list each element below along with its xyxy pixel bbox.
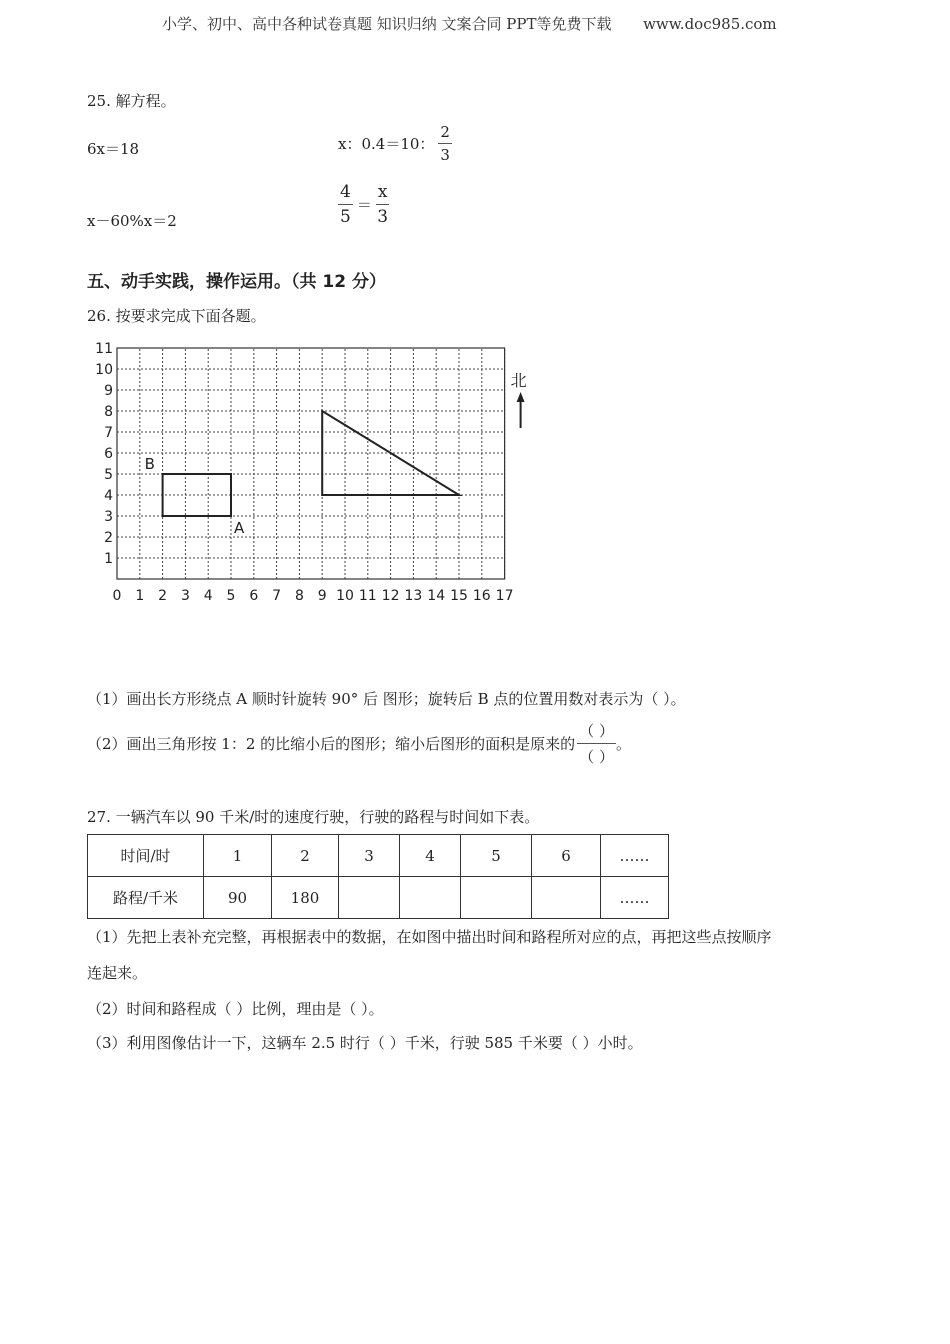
x-tick-label: 16 — [472, 588, 491, 604]
table-cell-empty[interactable] — [339, 877, 400, 919]
q27-part-3: （3）利用图像估计一下，这辆车 2.5 时行（ ）千米，行驶 585 千米要（ ）小时。 — [87, 1034, 643, 1052]
x-tick-label: 10 — [336, 588, 354, 604]
table-cell-empty[interactable] — [461, 877, 532, 919]
q27-part-1b: 连起来。 — [87, 964, 148, 982]
x-tick-label: 6 — [249, 588, 259, 604]
q26-part2-end: 。 — [615, 735, 631, 753]
page-header — [162, 13, 777, 34]
point-b-label: B — [144, 455, 155, 473]
q25-equation-1: 6x＝18 — [87, 140, 140, 158]
q25-equation-3: x－60%x＝2 — [87, 212, 177, 230]
x-tick-label: 0 — [112, 588, 122, 604]
q26-part-2 — [87, 720, 631, 767]
section-5-title: 五、动手实践，操作运用。（共 12 分） — [87, 272, 386, 292]
x-tick-label: 15 — [450, 588, 468, 604]
x-tick-label: 7 — [272, 588, 282, 604]
fraction-numerator: x — [376, 182, 390, 205]
y-tick-label: 9 — [104, 383, 113, 399]
y-tick-label: 4 — [104, 488, 113, 504]
grid-border — [117, 348, 505, 579]
equals-sign: ＝ — [356, 196, 372, 214]
x-tick-label: 1 — [135, 588, 145, 604]
q27-title: 27. 一辆汽车以 90 千米/时的速度行驶，行驶的路程与时间如下表。 — [87, 808, 540, 826]
x-tick-label: 3 — [180, 588, 190, 604]
table-cell: 5 — [461, 835, 532, 877]
q27-part-1a: （1）先把上表补充完整，再根据表中的数据，在如图中描出时间和路程所对应的点，再把这些点按顺序 — [87, 928, 772, 946]
point-a-label: A — [234, 519, 245, 537]
q25-eq2-fraction — [438, 123, 452, 164]
table-cell: …… — [601, 877, 669, 919]
y-tick-label: 8 — [104, 404, 113, 420]
table-cell: 4 — [400, 835, 461, 877]
x-tick-label: 12 — [381, 588, 400, 604]
table-cell: 2 — [272, 835, 339, 877]
x-tick-label: 14 — [427, 588, 446, 604]
q25-eq2-left: x：0.4＝10： — [338, 135, 435, 153]
q27-part-2: （2）时间和路程成（ ）比例，理由是（ ）。 — [87, 1000, 384, 1018]
fraction-numerator: 4 — [338, 182, 353, 205]
north-label: 北 — [510, 371, 527, 390]
x-tick-label: 2 — [158, 588, 168, 604]
x-tick-label: 8 — [294, 588, 304, 604]
q25-eq4-fraction-2 — [376, 182, 390, 227]
table-row — [88, 877, 669, 919]
fraction-denominator: （ ） — [579, 748, 614, 766]
x-tick-label: 9 — [317, 588, 327, 604]
q25-title: 25. 解方程。 — [87, 92, 176, 110]
y-tick-label: 11 — [95, 341, 113, 357]
fraction-numerator: 2 — [438, 123, 452, 144]
y-tick-label: 10 — [95, 362, 113, 378]
x-tick-label: 11 — [358, 588, 377, 604]
table-cell: 6 — [532, 835, 601, 877]
table-cell-empty[interactable] — [532, 877, 601, 919]
answer-fraction — [577, 720, 616, 767]
fraction-denominator: 3 — [440, 146, 450, 164]
coordinate-grid — [90, 340, 530, 610]
y-tick-label: 7 — [104, 425, 113, 441]
table-row — [88, 835, 669, 877]
x-tick-label: 4 — [203, 588, 213, 604]
fraction-numerator: （ ） — [577, 720, 616, 744]
rectangle-shape — [163, 474, 231, 516]
table-cell: 时间/时 — [88, 835, 204, 877]
y-tick-label: 5 — [104, 467, 113, 483]
fraction-denominator: 3 — [377, 207, 389, 227]
table-cell: 90 — [204, 877, 272, 919]
x-tick-label: 5 — [226, 588, 236, 604]
north-arrow-icon — [517, 392, 525, 402]
fraction-denominator: 5 — [340, 207, 351, 227]
y-tick-label: 2 — [104, 530, 113, 546]
y-tick-label: 1 — [104, 551, 113, 567]
y-tick-label: 6 — [104, 446, 113, 462]
q26-title: 26. 按要求完成下面各题。 — [87, 307, 266, 325]
distance-time-table — [87, 834, 669, 919]
table-cell: 1 — [204, 835, 272, 877]
table-cell-empty[interactable] — [400, 877, 461, 919]
x-tick-label: 17 — [495, 588, 514, 604]
header-text: 小学、初中、高中各种试卷真题 知识归纳 文案合同 PPT等免费下载 — [162, 15, 612, 33]
table-cell: 路程/千米 — [88, 877, 204, 919]
q26-part2-text: （2）画出三角形按 1：2 的比缩小后的图形；缩小后图形的面积是原来的 — [87, 735, 576, 753]
q26-part-1: （1）画出长方形绕点 A 顺时针旋转 90° 后 图形；旋转后 B 点的位置用数对表示为（ ）。 — [87, 690, 686, 708]
table-cell: 3 — [339, 835, 400, 877]
table-cell: 180 — [272, 877, 339, 919]
q25-eq4-fraction-1 — [338, 182, 353, 227]
header-url[interactable]: www.doc985.com — [643, 15, 777, 33]
table-cell: …… — [601, 835, 669, 877]
x-tick-label: 13 — [404, 588, 423, 604]
q25-equation-2 — [338, 123, 452, 164]
q25-equation-4 — [338, 182, 389, 227]
y-tick-label: 3 — [104, 509, 113, 525]
